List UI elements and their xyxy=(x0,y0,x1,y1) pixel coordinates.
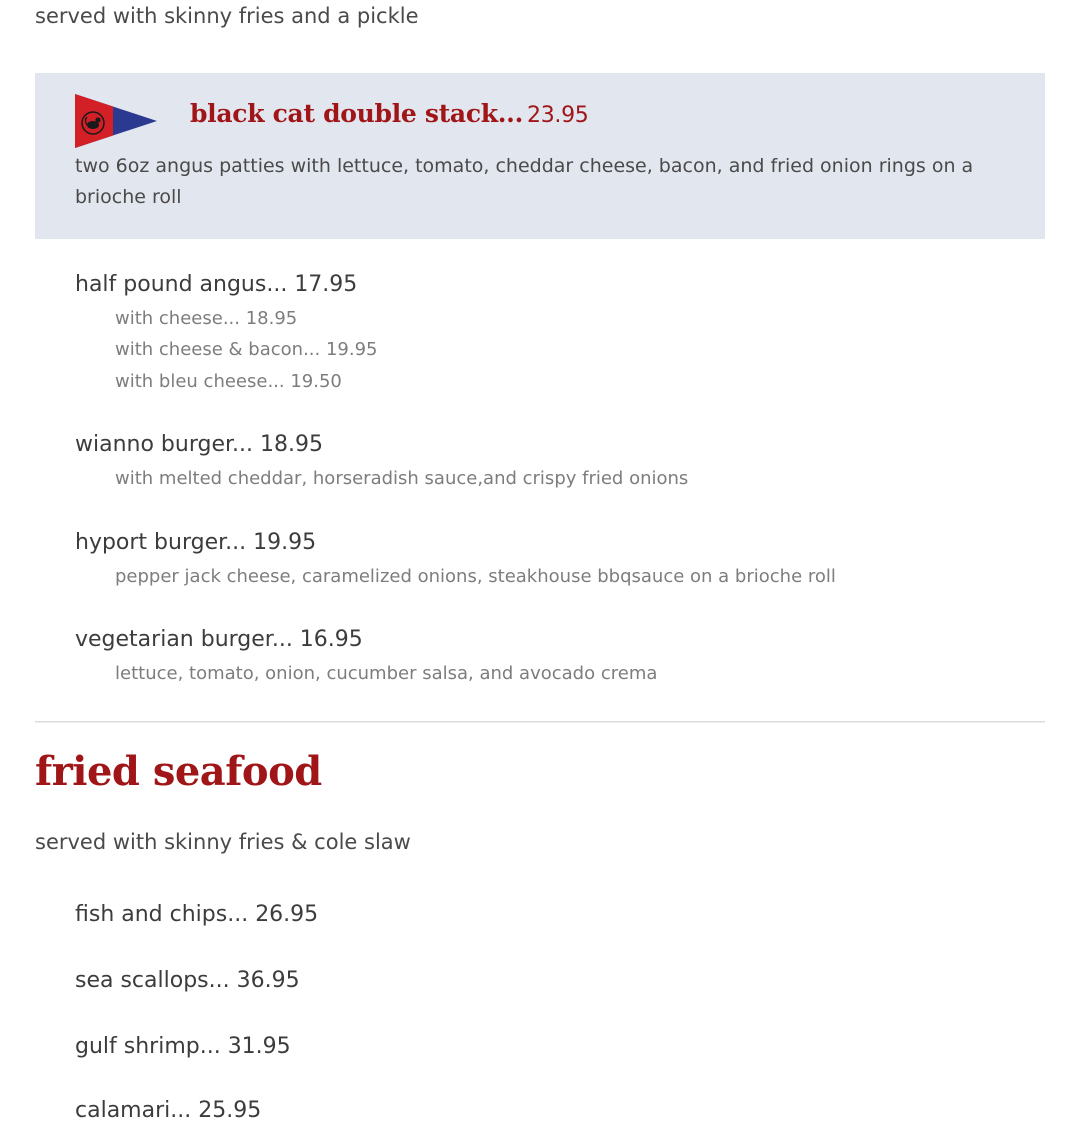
burgee-flag-icon xyxy=(75,94,157,148)
menu-item-description: pepper jack cheese, caramelized onions, steakhouse bbqsauce on a brioche roll xyxy=(115,566,836,587)
section-intro: served with skinny fries & cole slaw xyxy=(35,830,411,854)
menu-item-description: lettuce, tomato, onion, cucumber salsa, and avocado crema xyxy=(115,663,658,684)
menu-item-title: calamari... 25.95 xyxy=(75,1098,262,1123)
menu-item-title: wianno burger... 18.95 xyxy=(75,432,323,457)
menu-item-description: with melted cheddar, horseradish sauce,and crispy fried onions xyxy=(115,468,689,489)
menu-item-title: gulf shrimp... 31.95 xyxy=(75,1034,291,1059)
menu-item-title: fish and chips... 26.95 xyxy=(75,902,319,927)
menu-item-title: half pound angus... 17.95 xyxy=(75,272,358,297)
featured-item-name: black cat double stack... xyxy=(190,99,523,128)
menu-item-title: hyport burger... 19.95 xyxy=(75,530,317,555)
section-intro: served with skinny fries and a pickle xyxy=(35,4,419,28)
featured-item-card xyxy=(35,73,1045,239)
menu-item-option: with bleu cheese... 19.50 xyxy=(115,371,342,392)
menu-item-option: with cheese... 18.95 xyxy=(115,308,298,329)
menu-item-title: vegetarian burger... 16.95 xyxy=(75,627,363,652)
featured-item-price: 23.95 xyxy=(527,103,589,128)
section-title: fried seafood xyxy=(35,748,322,795)
featured-item-title xyxy=(190,99,588,128)
featured-item-description: two 6oz angus patties with lettuce, tomato, cheddar cheese, bacon, and fried onion rings on a brioche roll xyxy=(75,155,974,208)
section-divider xyxy=(35,721,1045,723)
menu-item-title: sea scallops... 36.95 xyxy=(75,968,300,993)
menu-item-option: with cheese & bacon... 19.95 xyxy=(115,339,378,360)
